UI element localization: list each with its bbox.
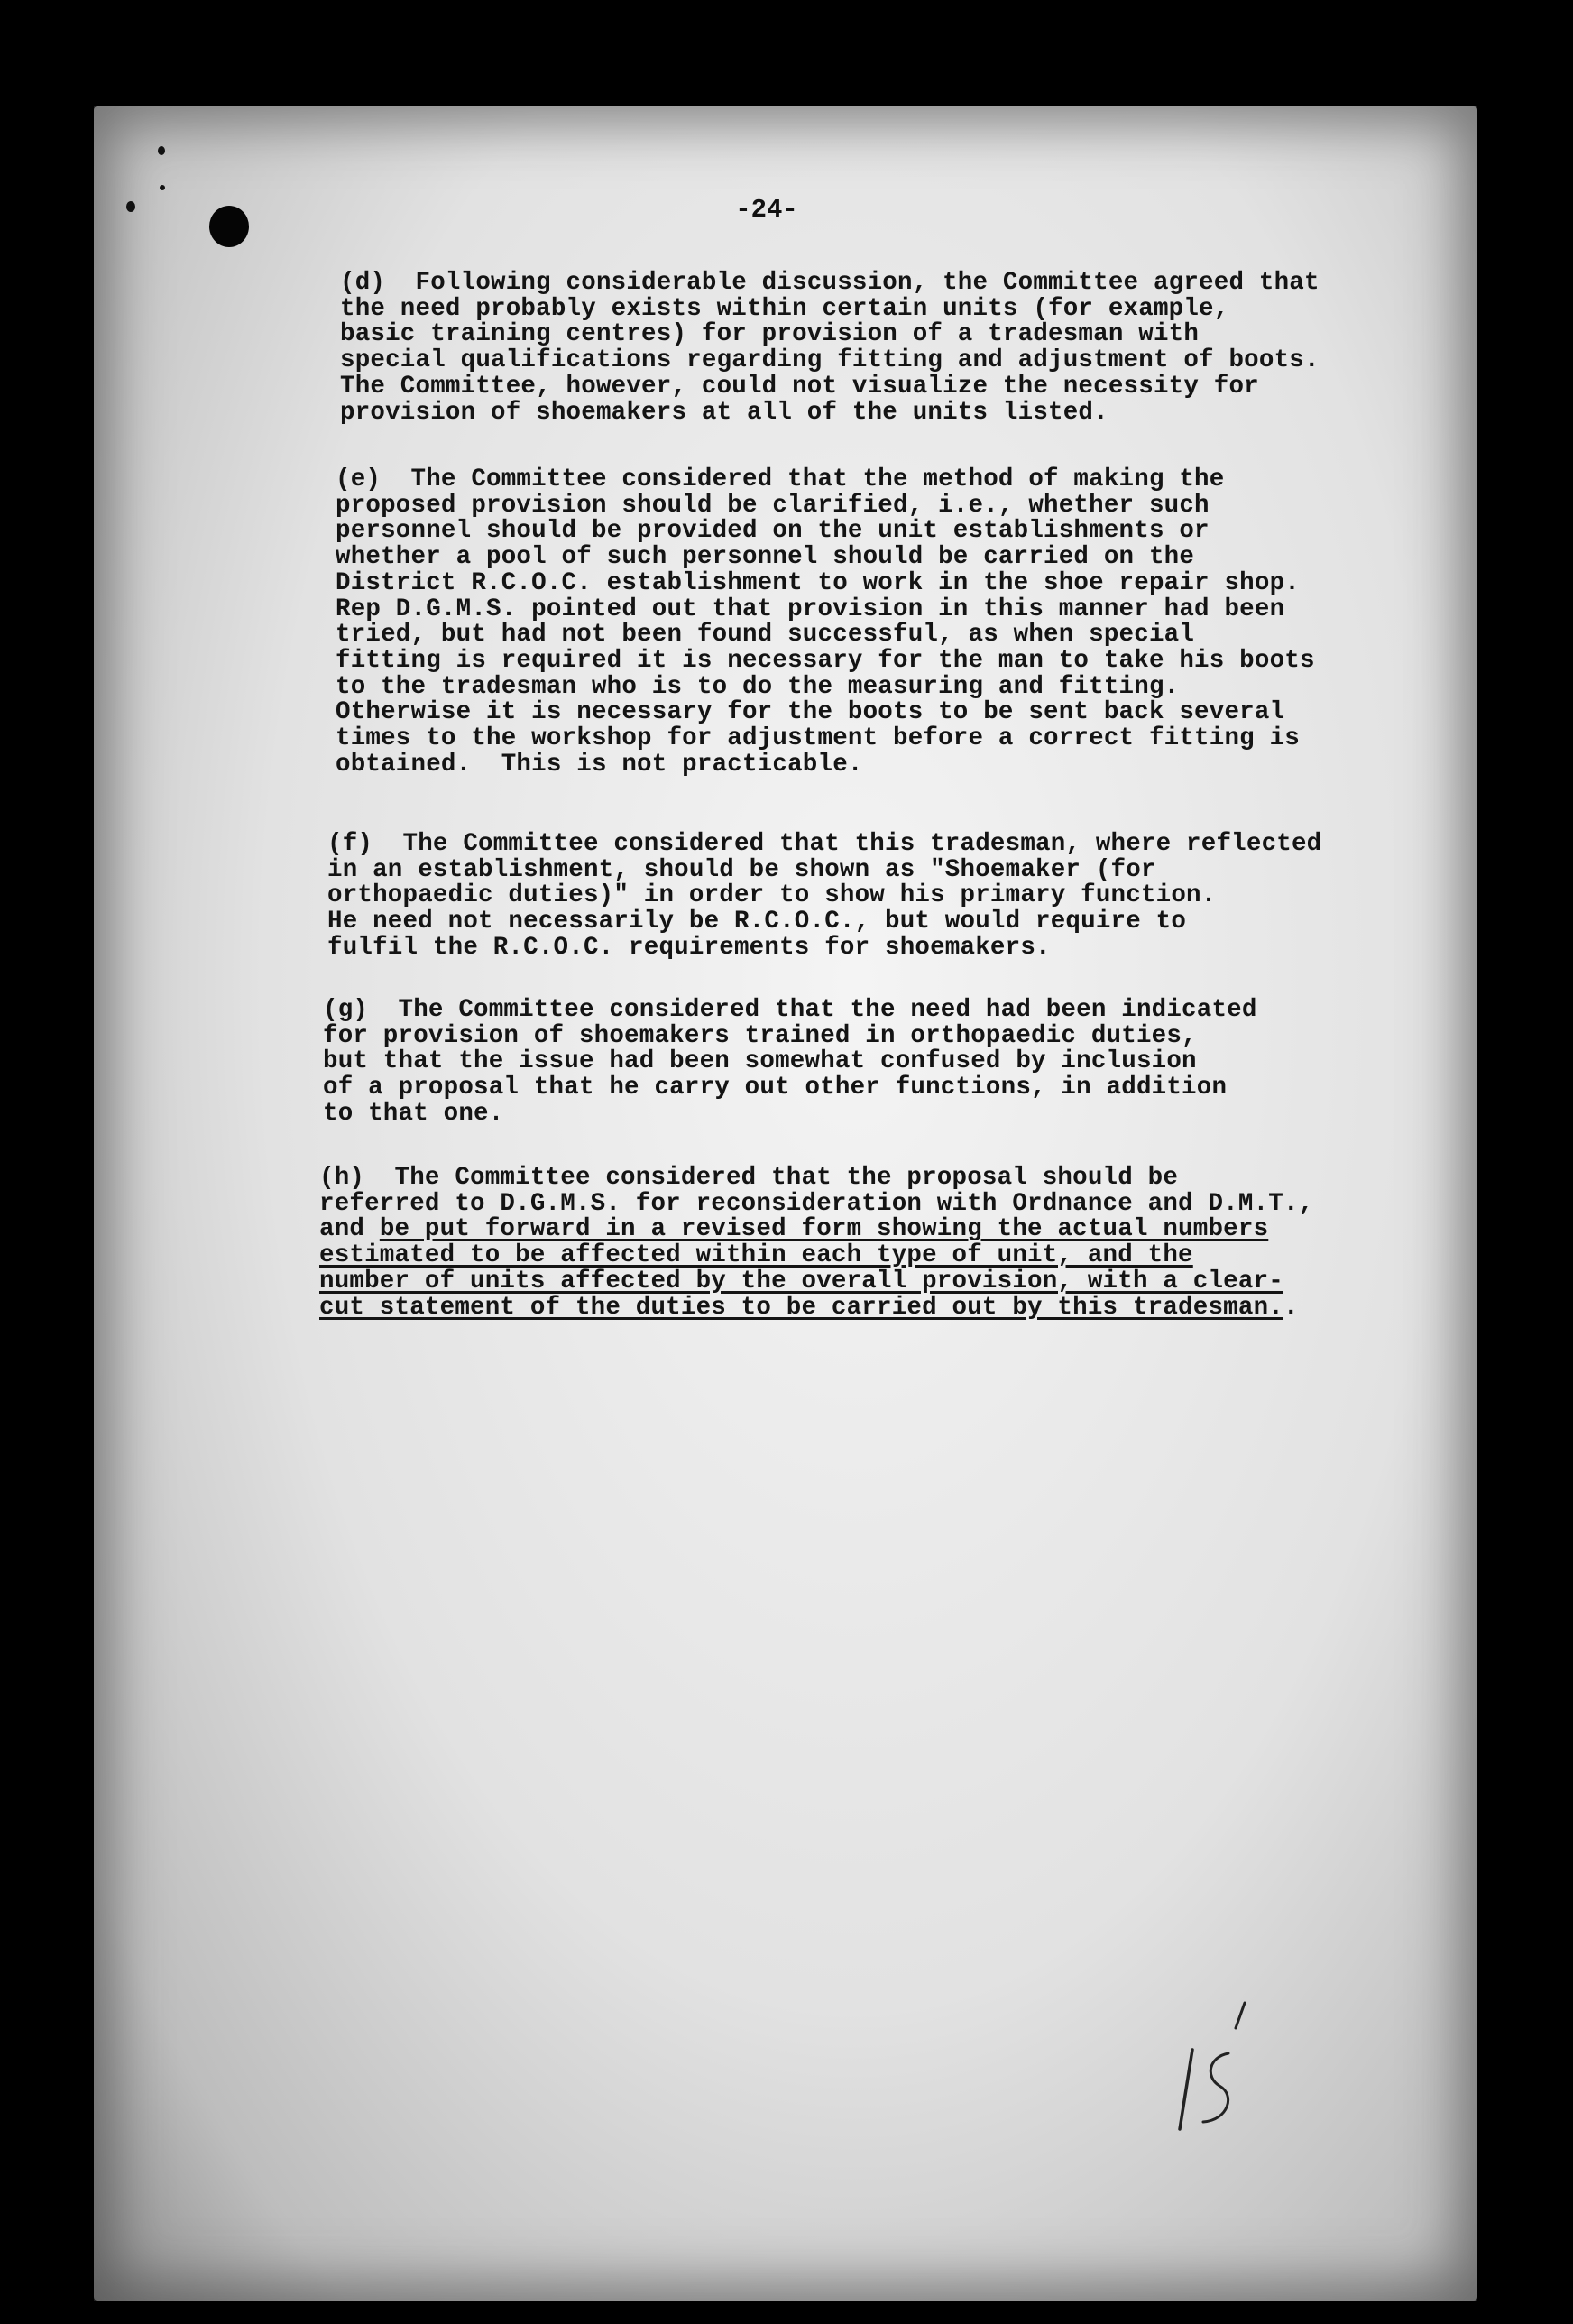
sentence-end-period: . (1283, 1293, 1299, 1322)
paragraph-g: (g) The Committee considered that the need had been indicated for provision of shoemakers trained in orthopaedic duties, but that the issue had been somewhat confused by inclusion of a proposal that he carry out other functions, in addition to that one. (323, 996, 1257, 1128)
underlined-text: number of units affected by the overall provision, with a clear- (319, 1267, 1283, 1296)
underlined-text: estimated to be affected within each type of unit, and the (319, 1241, 1193, 1270)
page-number: -24- (735, 195, 798, 225)
paragraph-d: (d) Following considerable discussion, the Committee agreed that the need probably exists within certain units (for example, basic training centres) for provision of a tradesman with special qualifications regarding fitting and adjustment of boots. The Committee, however, could not visualize the necessity for provision of shoemakers at all of the units listed. (340, 269, 1320, 427)
underlined-text: cut statement of the duties to be carried out by this tradesman. (319, 1293, 1283, 1322)
speck-mark-icon (126, 201, 135, 212)
punch-hole-icon (209, 206, 249, 247)
speck-mark-icon (158, 146, 165, 155)
speck-mark-icon (160, 185, 165, 190)
underlined-text: be put forward in a revised form showing the actual numbers (379, 1215, 1269, 1244)
handwritten-note (1173, 1994, 1281, 2138)
paragraph-h: (h) The Committee considered that the proposal should be referred to D.G.M.S. for reconsideration with Ordnance and D.M.T., and be put forward in a revised form showing the actual numbers estimated to be affected within each type of unit, and the number of units affected by the overall provision, with a clear- cut statement of the duties to be carried out by this tradesman.. (319, 1164, 1314, 1322)
paragraph-f: (f) The Committee considered that this tradesman, where reflected in an establishment, should be shown as "Shoemaker (for orthopaedic duties)" in order to show his primary function. He need not necessarily be R.C.O.C., but would require to fulfil the R.C.O.C. requirements for shoemakers. (327, 830, 1322, 962)
paragraph-e: (e) The Committee considered that the method of making the proposed provision should be clarified, i.e., whether such personnel should be provided on the unit establishments or whether a pool of such personnel should be carried on the District R.C.O.C. establishment to work in the shoe repair shop. Rep D.G.M.S. pointed out that provision in this manner had been tried, but had not been found successful, as when special fitting is required it is necessary for the man to take his boots to the tradesman who is to do the measuring and fitting. Otherwise it is necessary for the boots to be sent back several times to the workshop for adjustment before a correct fitting is obtained. This is not practicable. (336, 466, 1315, 779)
